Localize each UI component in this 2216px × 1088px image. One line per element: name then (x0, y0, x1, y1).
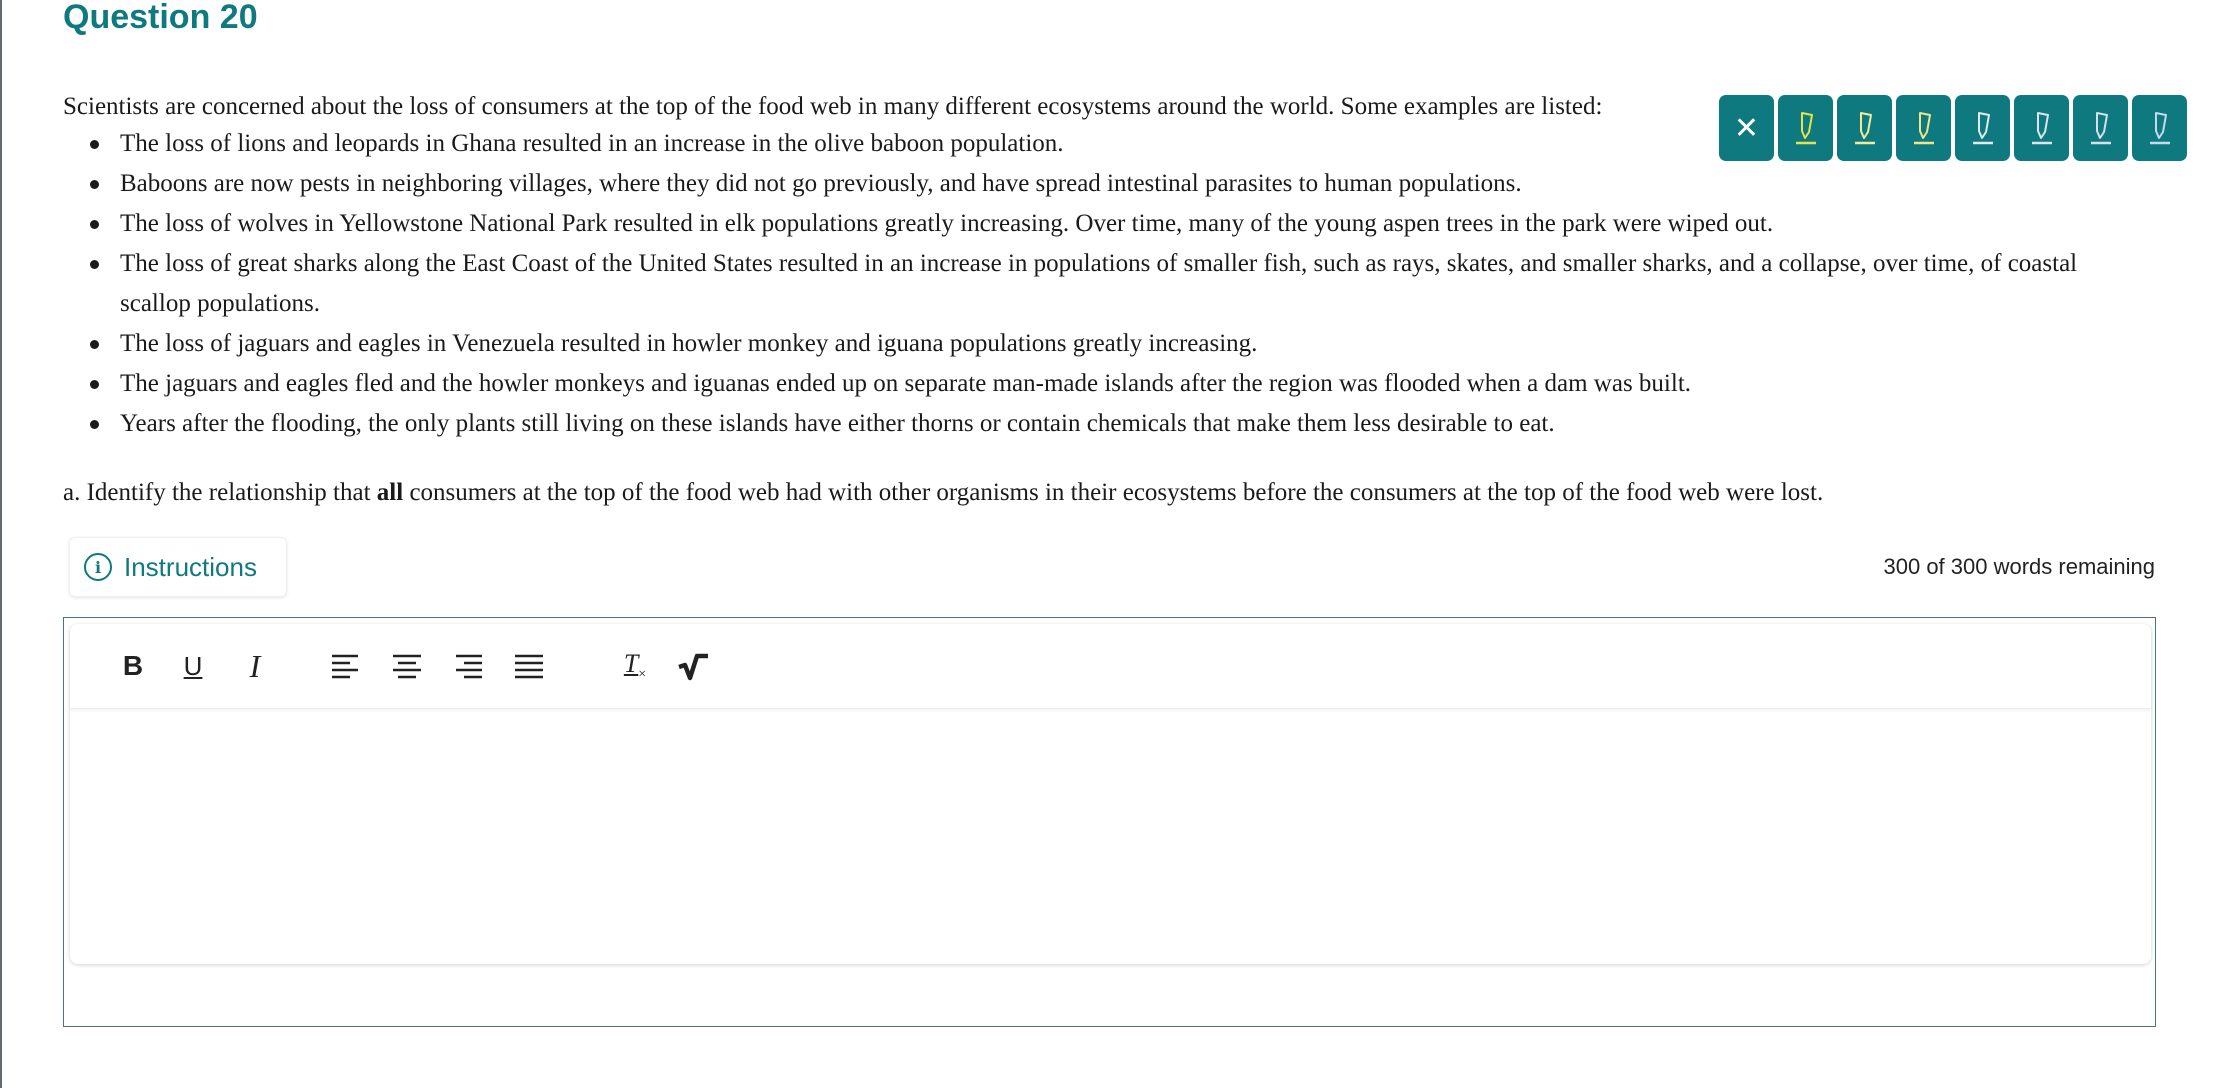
highlighter-pen-icon (1911, 110, 1937, 146)
highlighter-color-button[interactable] (1837, 95, 1892, 161)
align-center-icon (392, 653, 422, 679)
italic-button[interactable] (235, 646, 275, 686)
list-item: Years after the flooding, the only plants still living on these islands have either thorns or contain chemicals that make them less desirable to eat. (63, 404, 2153, 444)
italic-icon: I (249, 647, 261, 684)
list-item: The loss of lions and leopards in Ghana resulted in an increase in the olive baboon population. (63, 124, 2153, 164)
highlighter-pen-icon (2088, 110, 2114, 146)
highlighter-pen-icon (2147, 110, 2173, 146)
highlighter-color-button[interactable] (2014, 95, 2069, 161)
left-border (0, 0, 2, 1088)
part-a-prefix: a. Identify the relationship that (63, 479, 377, 506)
close-highlighter-button[interactable] (1719, 95, 1774, 161)
part-a-emphasis: all (376, 479, 404, 506)
instructions-label: Instructions (124, 551, 257, 582)
list-item: The loss of great sharks along the East Coast of the United States resulted in an increase in populations of smaller fish, such as rays, skates, and smaller sharks, and a collapse, over time, of coastal scallop populations. (63, 244, 2153, 324)
highlighter-color-button[interactable] (1778, 95, 1833, 161)
list-item: The loss of jaguars and eagles in Venezuela resulted in howler monkey and iguana populations greatly increasing. (63, 324, 2153, 364)
underline-button[interactable] (173, 646, 213, 686)
highlighter-color-button[interactable] (1955, 95, 2010, 161)
clear-format-icon: $T_\times$ (623, 648, 647, 683)
list-item: Baboons are now pests in neighboring villages, where they did not go previously, and have spread intestinal parasites to human populations. (63, 164, 2153, 204)
align-center-button[interactable] (387, 646, 427, 686)
align-right-button[interactable] (448, 646, 488, 686)
question-title: Question 20 (63, 0, 258, 36)
question-stem: Scientists are concerned about the loss of consumers at the top of the food web in many different ecosystems around the world. Some examples are listed: (63, 93, 1603, 120)
response-text-area[interactable] (70, 710, 2151, 964)
align-justify-icon (514, 653, 544, 679)
square-root-icon (677, 651, 709, 681)
info-icon: i (84, 553, 112, 581)
bold-icon: B (122, 650, 144, 681)
align-right-icon (453, 653, 483, 679)
editor-toolbar (70, 624, 2151, 709)
examples-list (63, 124, 2153, 444)
clear-format-button[interactable] (615, 646, 655, 686)
highlighter-pen-icon (2029, 110, 2055, 146)
word-count: 300 of 300 words remaining (1883, 554, 2155, 579)
highlighter-pen-icon (1793, 110, 1819, 146)
highlighter-color-button[interactable] (1896, 95, 1951, 161)
highlighter-color-button[interactable] (2132, 95, 2187, 161)
highlighter-pen-icon (1970, 110, 1996, 146)
align-justify-button[interactable] (509, 646, 549, 686)
underline-icon: U (183, 650, 203, 681)
editor-card (70, 624, 2151, 964)
math-button[interactable] (673, 646, 713, 686)
highlighter-toolbar (1719, 95, 2187, 161)
close-icon: ✕ (1733, 110, 1760, 146)
list-item: The jaguars and eagles fled and the howler monkeys and iguanas ended up on separate man-made islands after the region was flooded when a dam was built. (63, 364, 2153, 404)
align-left-button[interactable] (326, 646, 366, 686)
part-a-prompt (63, 473, 1823, 513)
instructions-button[interactable] (69, 537, 287, 597)
part-a-suffix: consumers at the top of the food web had with other organisms in their ecosystems before the consumers at the top of the food web were lost. (403, 479, 1824, 506)
highlighter-color-button[interactable] (2073, 95, 2128, 161)
response-editor (63, 617, 2156, 1027)
bold-button[interactable] (113, 646, 153, 686)
list-item: The loss of wolves in Yellowstone National Park resulted in elk populations greatly increasing. Over time, many of the young aspen trees in the park were wiped out. (63, 204, 2153, 244)
align-left-icon (331, 653, 361, 679)
highlighter-pen-icon (1852, 110, 1878, 146)
